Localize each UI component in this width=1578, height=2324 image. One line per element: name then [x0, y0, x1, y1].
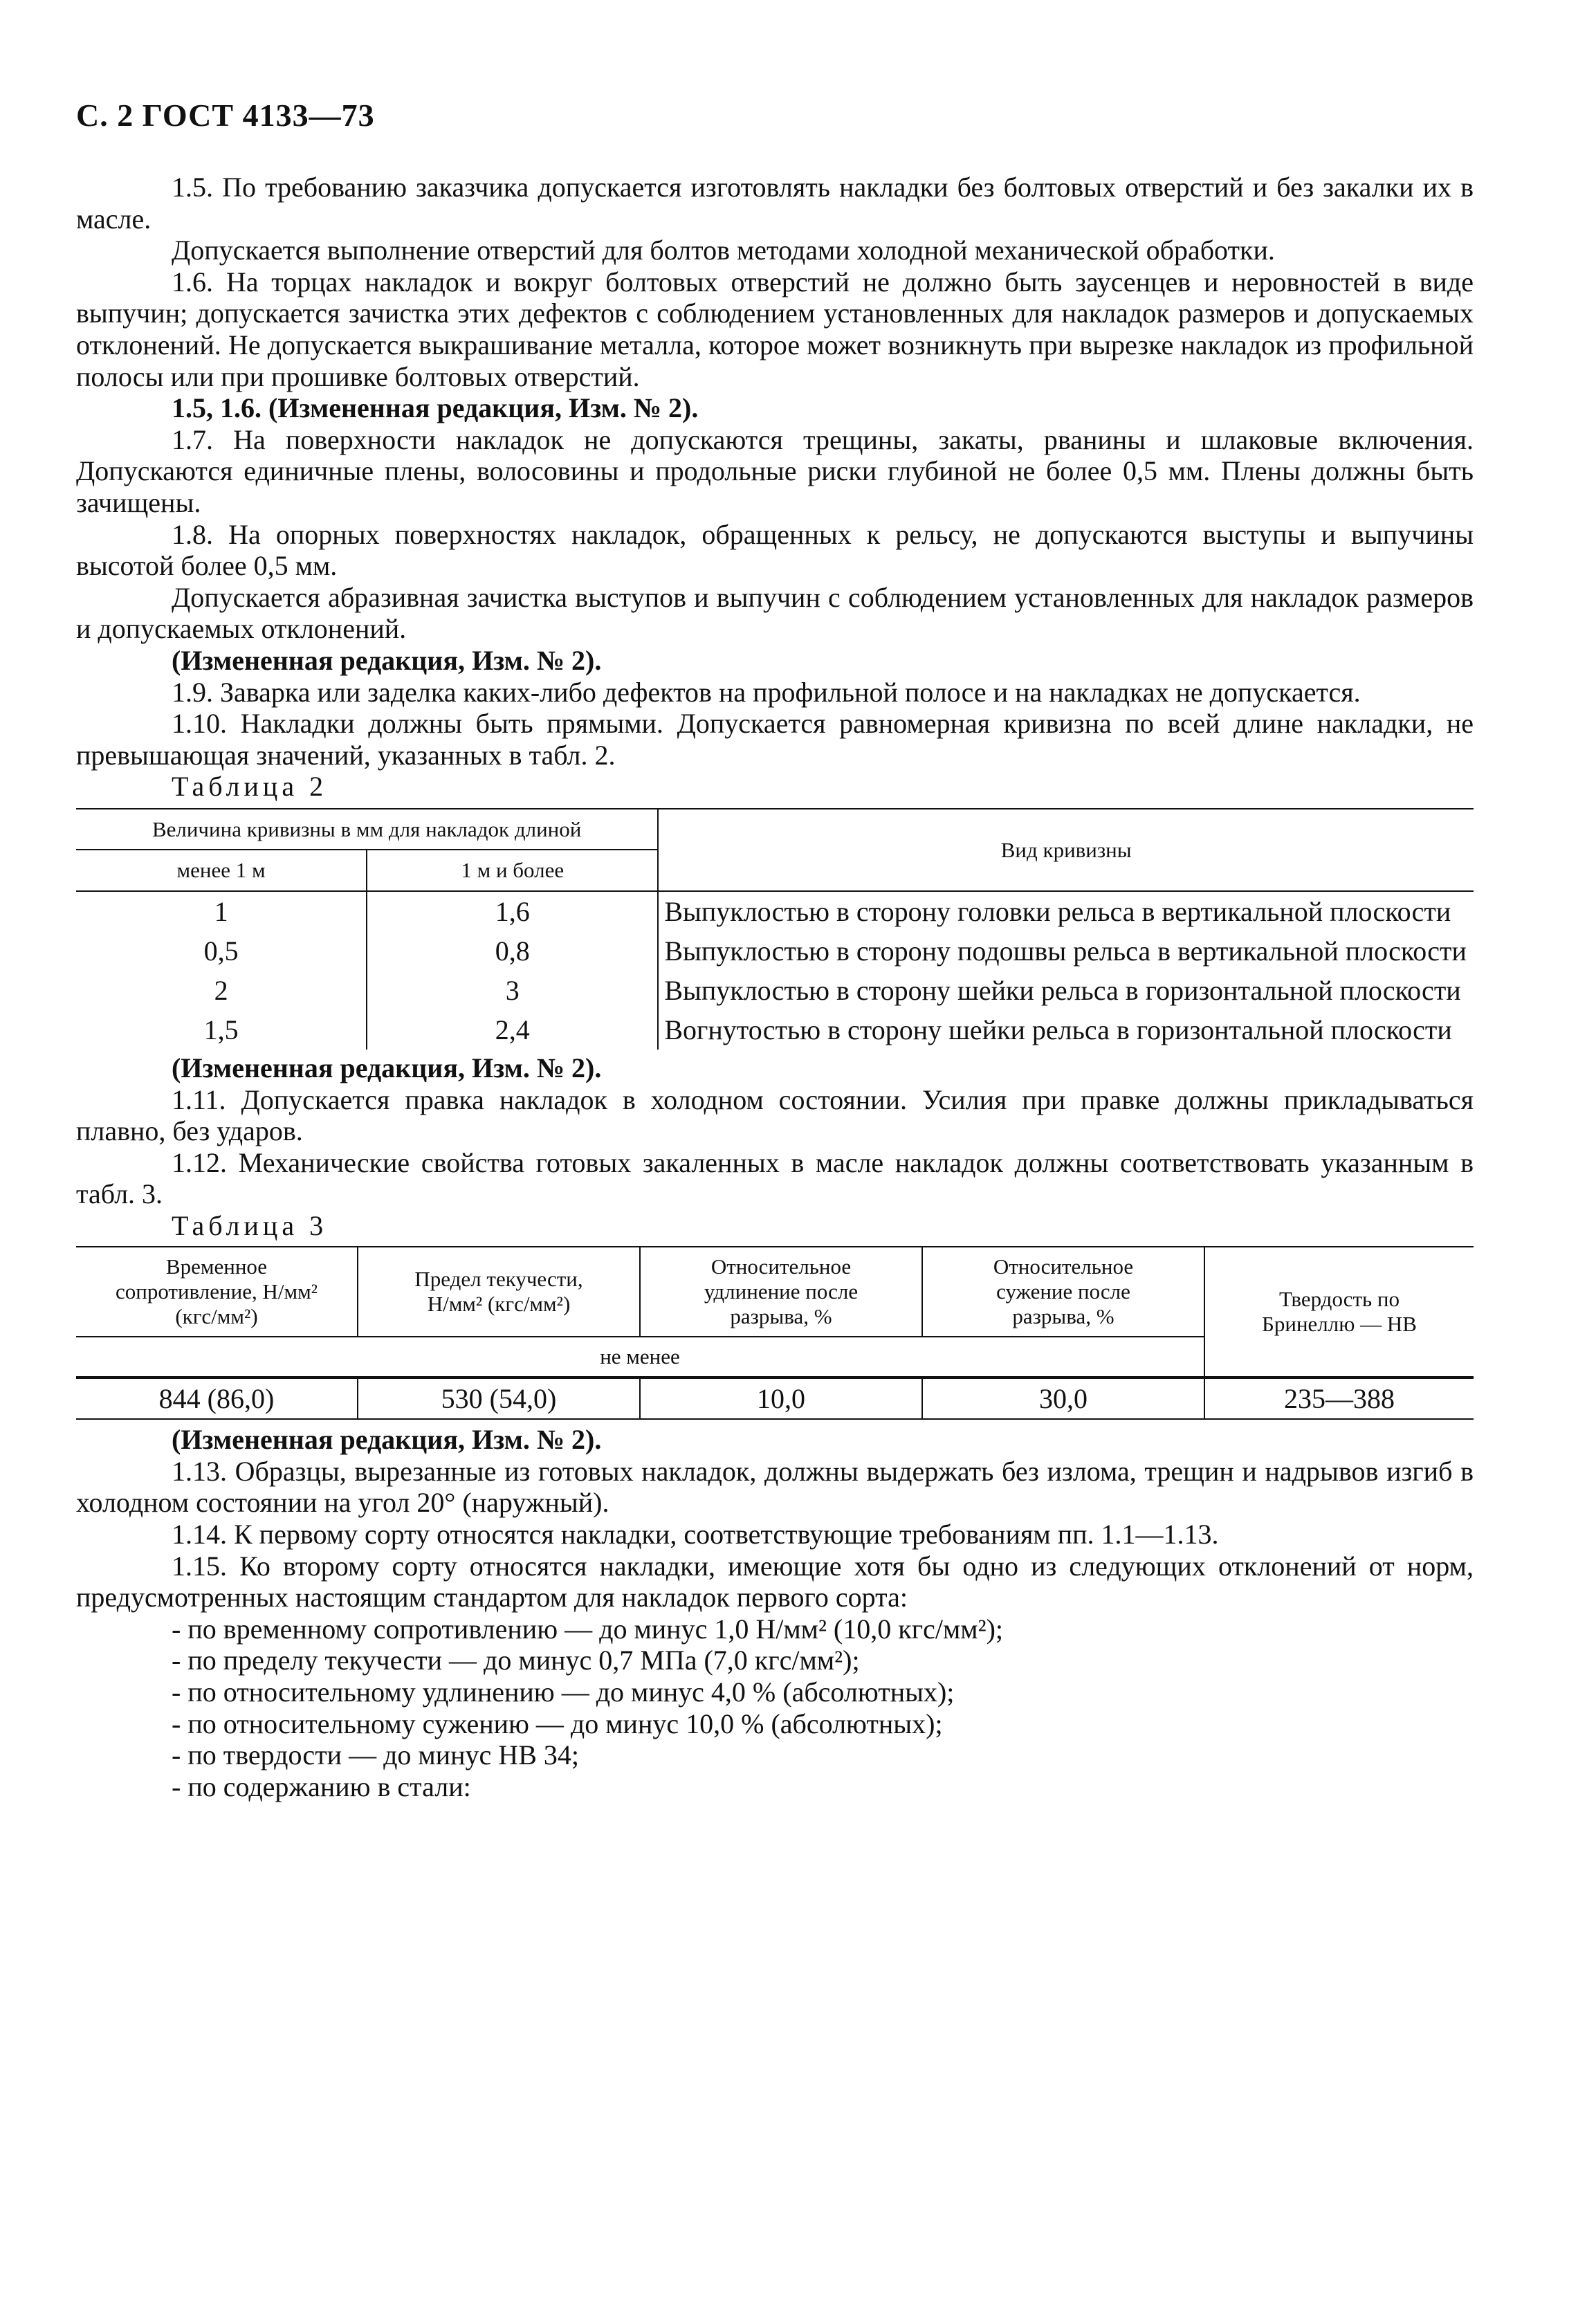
- paragraph-1-8-cont: Допускается абразивная зачистка выступов и выпучин с соблюдением установленных для накладок размеров и допускаемых отклонений.: [76, 581, 1474, 645]
- table-3-header-yield: [358, 1247, 640, 1337]
- table-cell: Вогнутостью в сторону шейки рельса в горизонтальной плоскости: [664, 1014, 1452, 1046]
- document-body: [76, 172, 1474, 1802]
- table-3-caption: Таблица 3: [172, 1210, 328, 1242]
- amendment-note: 1.5, 1.6. (Измененная редакция, Изм. № 2).: [172, 392, 699, 424]
- table-cell: 1,6: [367, 891, 658, 931]
- table-cell: 0,5: [76, 931, 367, 971]
- list-item: - по пределу текучести — до минус 0,7 МПа (7,0 кгс/мм²);: [172, 1645, 860, 1676]
- table-3: [76, 1246, 1474, 1420]
- paragraph-1-11: 1.11. Допускается правка накладок в холодном состоянии. Усилия при правке должны прикладываться плавно, без ударов.: [76, 1083, 1474, 1147]
- header-line: Твердость по: [1278, 1286, 1400, 1311]
- table-cell: 1: [76, 891, 367, 931]
- table-cell: 1,5: [76, 1010, 367, 1050]
- header-line: разрыва, %: [1012, 1303, 1114, 1328]
- header-line: разрыва, %: [730, 1303, 832, 1328]
- table-cell: 844 (86,0): [76, 1378, 358, 1420]
- paragraph-1-15: 1.15. Ко второму сорту относятся накладки, имеющие хотя бы одно из следующих отклонений от норм, предусмотренных настоящим стандартом для накладок первого сорта:: [76, 1550, 1474, 1613]
- paragraph-1-10: 1.10. Накладки должны быть прямыми. Допускается равномерная кривизна по всей длине накладки, не превышающая значений, указанных в табл. 2.: [76, 708, 1474, 771]
- table-cell: 2: [76, 971, 367, 1010]
- header-line: сопротивление, Н/мм²: [115, 1279, 318, 1303]
- header-line: Относительное: [710, 1254, 852, 1279]
- list-item: - по твердости — до минус НВ 34;: [172, 1739, 579, 1771]
- table-3-subheader: не менее: [76, 1337, 1204, 1378]
- table-row: [76, 1378, 1474, 1420]
- paragraph-1-13: 1.13. Образцы, вырезанные из готовых накладок, должны выдержать без излома, трещин и надрывов изгиб в холодном состоянии на угол 20° (наружный).: [76, 1455, 1474, 1519]
- table-row: [76, 1010, 1474, 1050]
- list-item: - по относительному удлинению — до минус 4,0 % (абсолютных);: [172, 1676, 955, 1708]
- table-cell: 30,0: [922, 1378, 1204, 1420]
- paragraph-1-6: 1.6. На торцах накладок и вокруг болтовых отверстий не должно быть заусенцев и неровностей в виде выпучин; допускается зачистка этих дефектов с соблюдением установленных для накладок размеров и допускаемых отклонений. Не допускается выкрашивание металла, которое может возникнуть при вырезке накладок из профильной полосы или при прошивке болтовых отверстий.: [76, 266, 1474, 392]
- paragraph-1-7: 1.7. На поверхности накладок не допускаются трещины, закаты, рванины и шлаковые включения. Допускаются единичные плены, волосовины и продольные риски глубиной не более 0,5 мм. Плены должны быть зачищены.: [76, 423, 1474, 518]
- paragraph-1-5: 1.5. По требованию заказчика допускается изготовлять накладки без болтовых отверстий и без закалки их в масле.: [76, 172, 1474, 235]
- table-3-header-hardness: [1204, 1247, 1474, 1378]
- paragraph-1-14: 1.14. К первому сорту относятся накладки, соответствующие требованиям пп. 1.1—1.13.: [172, 1519, 1219, 1550]
- table-cell: Выпуклостью в сторону подошвы рельса в вертикальной плоскости: [664, 935, 1467, 967]
- table-cell: 3: [367, 971, 658, 1010]
- header-line: Временное: [165, 1254, 268, 1279]
- header-line: Бринеллю — НВ: [1262, 1311, 1417, 1336]
- table-cell: Выпуклостью в сторону головки рельса в вертикальной плоскости: [664, 896, 1451, 928]
- table-2-caption: Таблица 2: [172, 771, 328, 803]
- header-line: удлинение после: [704, 1279, 859, 1303]
- table-cell: 2,4: [367, 1010, 658, 1050]
- table-2-kind-header: Вид кривизны: [1000, 837, 1132, 862]
- header-line: Предел текучести,: [414, 1266, 583, 1291]
- table-3-header-contraction: [922, 1247, 1204, 1337]
- header-line: сужение после: [996, 1279, 1130, 1303]
- list-item: - по содержанию в стали:: [172, 1771, 471, 1802]
- header-line: Н/мм² (кгс/мм²): [427, 1291, 571, 1316]
- amendment-note: (Измененная редакция, Изм. № 2).: [172, 1052, 602, 1084]
- table-3-header-strength: [76, 1247, 358, 1337]
- paragraph-1-9: 1.9. Заварка или заделка каких-либо дефектов на профильной полосе и на накладках не допускается.: [172, 676, 1361, 708]
- table-2-group-header: Величина кривизны в мм для накладок длиной: [76, 809, 658, 850]
- table-cell: 0,8: [367, 931, 658, 971]
- amendment-note: (Измененная редакция, Изм. № 2).: [172, 644, 602, 676]
- header-line: Относительное: [993, 1254, 1134, 1279]
- table-3-header-elongation: [640, 1247, 922, 1337]
- table-row: [76, 891, 1474, 931]
- list-item: - по временному сопротивлению — до минус 1,0 Н/мм² (10,0 кгс/мм²);: [172, 1613, 1004, 1645]
- table-cell: 235—388: [1284, 1382, 1395, 1414]
- table-cell: 530 (54,0): [358, 1378, 640, 1420]
- table-2: [76, 808, 1474, 1050]
- header-line: (кгс/мм²): [175, 1303, 258, 1328]
- table-cell: Выпуклостью в сторону шейки рельса в горизонтальной плоскости: [664, 975, 1461, 1007]
- table-2-short-header: менее 1 м: [76, 850, 367, 891]
- table-row: [76, 971, 1474, 1010]
- table-2-long-header: 1 м и более: [367, 850, 658, 891]
- table-row: [76, 931, 1474, 971]
- page-header: С. 2 ГОСТ 4133—73: [76, 98, 375, 133]
- table-cell: 10,0: [640, 1378, 922, 1420]
- paragraph-1-12: 1.12. Механические свойства готовых закаленных в масле накладок должны соответствовать указанным в табл. 3.: [76, 1146, 1474, 1210]
- list-item: - по относительному сужению — до минус 10,0 % (абсолютных);: [172, 1708, 943, 1739]
- paragraph-1-5-cont: Допускается выполнение отверстий для болтов методами холодной механической обработки.: [172, 235, 1275, 266]
- amendment-note: (Измененная редакция, Изм. № 2).: [172, 1424, 602, 1456]
- paragraph-1-8: 1.8. На опорных поверхностях накладок, обращенных к рельсу, не допускаются выступы и выпучины высотой более 0,5 мм.: [76, 518, 1474, 582]
